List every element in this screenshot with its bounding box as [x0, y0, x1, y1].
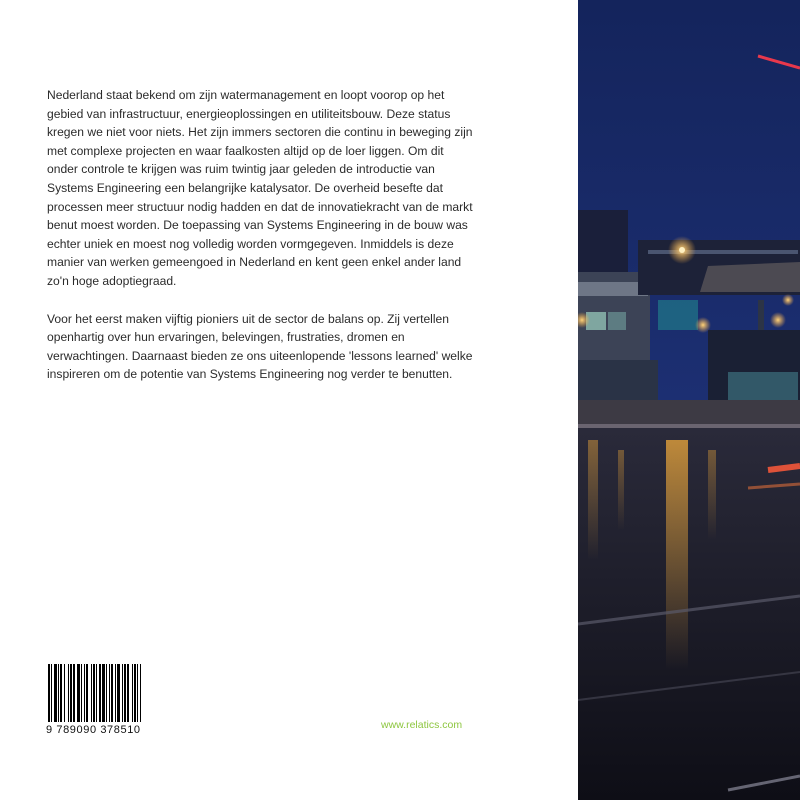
isbn-number: 9 789090 378510 — [46, 724, 141, 736]
blurb-paragraph-2: Voor het eerst maken vijftig pioniers uit de sector de balans op. Zij vertellen openhartig over hun ervaringen, belevingen, frustraties, dromen en verwachtingen. Daarnaast bieden ze ons uiteenlopende 'lessons learned' welke inspireren om de potentie van Systems Engineering nog verder te benutten. — [47, 311, 473, 382]
website-link[interactable]: www.relatics.com — [381, 719, 463, 731]
barcode — [46, 664, 174, 736]
blurb-paragraph-1: Nederland staat bekend om zijn watermanagement en loopt voorop op het gebied van infrastructuur, energieoplossingen en utiliteitsbouw. Deze status kregen we niet voor niets. Het zijn immers sectoren die continu in beweging zijn met complexe projecten en waar faalkosten altijd op de loer liggen. Om dit onder controle te krijgen was ruim twintig jaar geleden de introductie van Systems Engineering een belangrijke katalysator. De overheid besefte dat processen meer structuur nodig hadden en dat de innovatiekracht van de markt benut moest worden. De toepassing van Systems Engineering in de bouw was echter uniek en moest nog volledig worden vormgegeven. Inmiddels is deze manier van werken gemeengoed in Nederland en kent geen enkel ander land zo'n hoge adoptiegraad. — [47, 88, 473, 288]
blurb — [47, 86, 477, 403]
cover-photo-night-street — [578, 0, 800, 800]
barcode-bars — [46, 664, 172, 722]
